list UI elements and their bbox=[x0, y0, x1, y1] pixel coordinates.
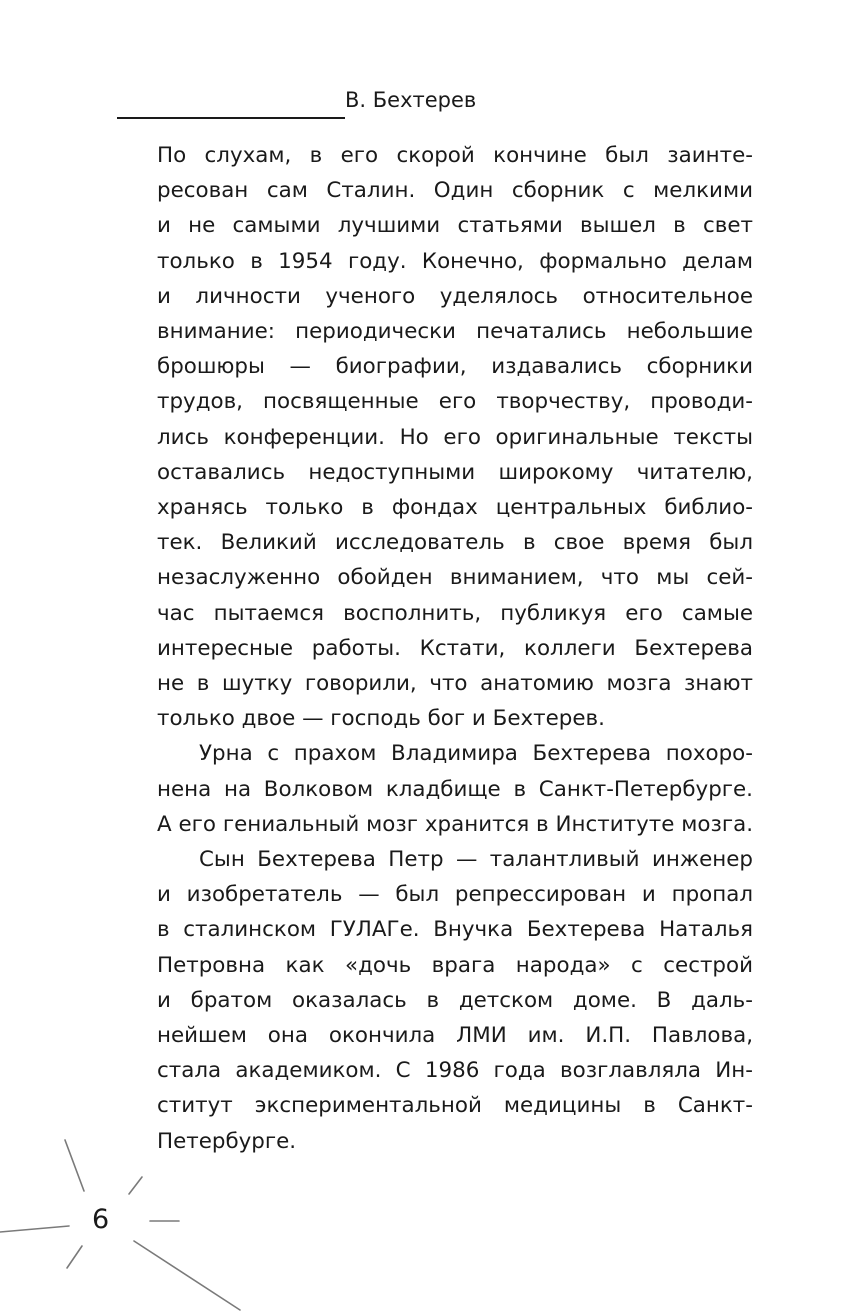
text-line: только в 1954 году. Конечно, формально делам bbox=[157, 248, 753, 274]
text-line: только двое — господь бог и Бехтерев. bbox=[157, 706, 605, 732]
text-line: ститут экспериментальной медицины в Санкт- bbox=[157, 1093, 753, 1119]
text-line: нейшем она окончила ЛМИ им. И.П. Павлова, bbox=[157, 1023, 753, 1049]
text-line: стала академиком. С 1986 года возглавляла Ин- bbox=[157, 1058, 753, 1084]
running-head: В. Бехтерев bbox=[345, 88, 477, 112]
text-line: ресован сам Сталин. Один сборник с мелкими bbox=[157, 178, 753, 204]
text-line: незаслуженно обойден вниманием, что мы сей- bbox=[157, 565, 753, 591]
text-line: в сталинском ГУЛАГе. Внучка Бехтерева Наталья bbox=[157, 917, 753, 943]
text-line: оставались недоступными широкому читателю, bbox=[157, 459, 753, 485]
text-line: Урна с прахом Владимира Бехтерева похоро- bbox=[199, 741, 753, 767]
ornament-ray bbox=[129, 1177, 142, 1194]
ornament-ray bbox=[65, 1140, 84, 1191]
paragraph-2 bbox=[157, 736, 753, 842]
body-text bbox=[157, 138, 753, 1159]
paragraph-3 bbox=[157, 842, 753, 1159]
text-line: и не самыми лучшими статьями вышел в свет bbox=[157, 213, 753, 239]
text-line: Петербурге. bbox=[157, 1128, 297, 1154]
text-line: По слухам, в его скорой кончине был заинте- bbox=[157, 143, 753, 168]
paragraph-1 bbox=[157, 138, 753, 736]
text-line: нена на Волковом кладбище в Санкт-Петербурге. bbox=[157, 776, 753, 802]
text-line: не в шутку говорили, что анатомию мозга знают bbox=[157, 671, 753, 697]
page-number: 6 bbox=[92, 1204, 110, 1235]
ornament-ray bbox=[0, 1226, 69, 1232]
text-line: трудов, посвященные его творчеству, проводи- bbox=[157, 389, 753, 415]
ornament-ray bbox=[67, 1246, 82, 1268]
text-line: А его гениальный мозг хранится в Институте мозга. bbox=[157, 811, 753, 837]
text-line: лись конференции. Но его оригинальные тексты bbox=[157, 424, 753, 450]
text-line: Петровна как «дочь врага народа» с сестрой bbox=[157, 952, 753, 978]
sunburst-icon bbox=[0, 1130, 300, 1312]
text-line: Сын Бехтерева Петр — талантливый инженер bbox=[199, 847, 753, 873]
text-line: и братом оказалась в детском доме. В даль- bbox=[157, 987, 753, 1013]
text-line: час пытаемся восполнить, публикуя его самые bbox=[157, 600, 753, 626]
text-line: хранясь только в фондах центральных библио- bbox=[157, 495, 753, 521]
text-line: внимание: периодически печатались небольшие bbox=[157, 319, 753, 345]
text-line: брошюры — биографии, издавались сборники bbox=[157, 354, 753, 380]
text-line: тек. Великий исследователь в свое время был bbox=[157, 530, 753, 556]
ornament-ray bbox=[134, 1241, 240, 1310]
text-line: и изобретатель — был репрессирован и пропал bbox=[157, 882, 753, 908]
text-line: и личности ученого уделялось относительное bbox=[157, 283, 753, 309]
text-line: интересные работы. Кстати, коллеги Бехтерева bbox=[157, 635, 753, 661]
header-rule bbox=[117, 117, 345, 119]
